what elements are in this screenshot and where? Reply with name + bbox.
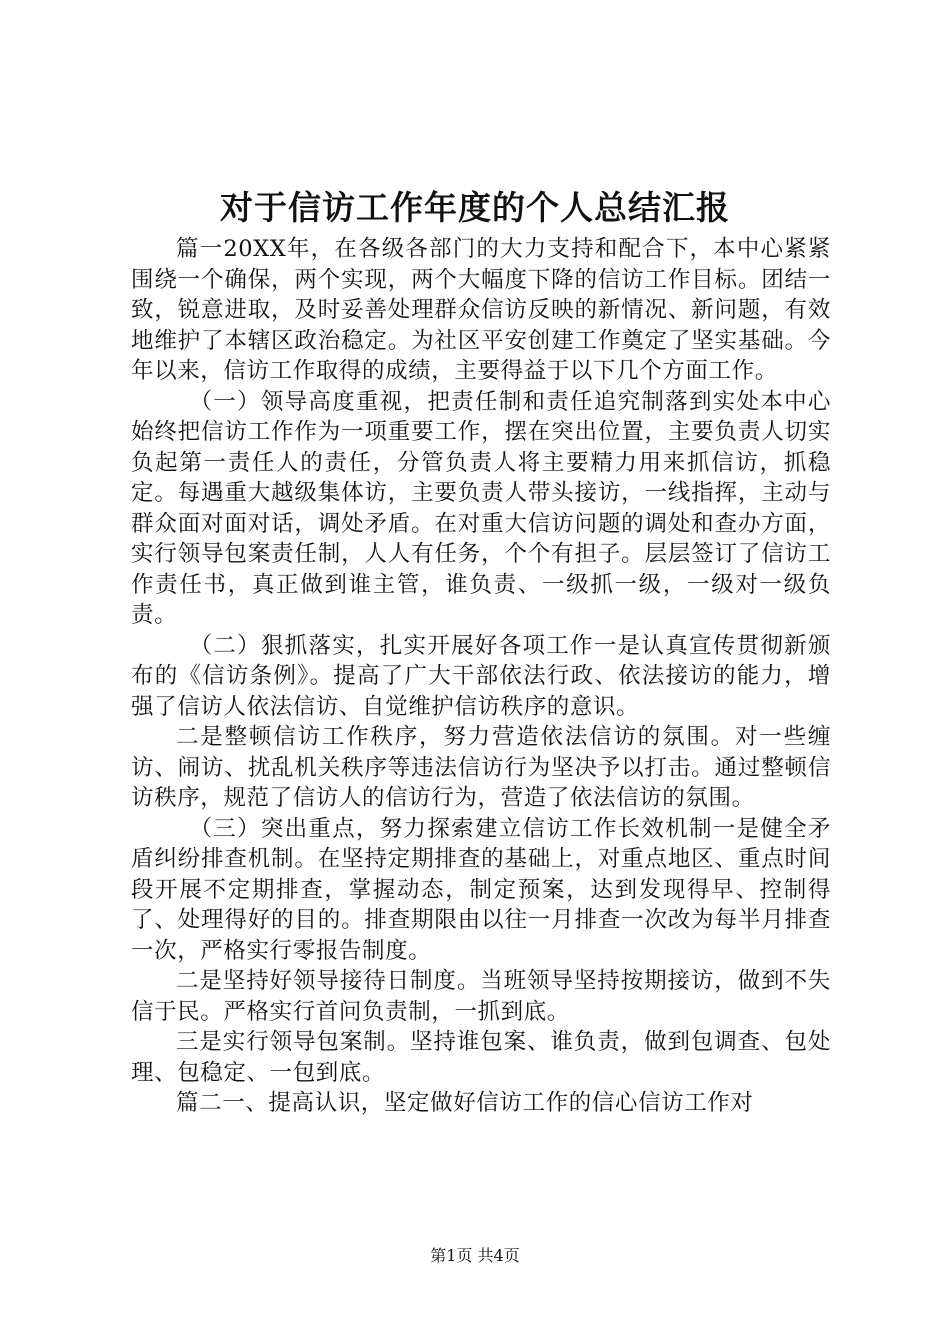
document-body [131, 234, 831, 1119]
paragraph-1: 篇一20XX年，在各级各部门的大力支持和配合下，本中心紧紧围绕一个确保，两个实现，两个大幅度下降的信访工作目标。团结一致，锐意进取，及时妥善处理群众信访反映的新情况、新问题，有效地维护了本辖区政治稳定。为社区平安创建工作奠定了坚实基础。今年以来，信访工作取得的成绩，主要得益于以下几个方面工作。 [131, 236, 831, 384]
paragraph-4: 二是整顿信访工作秩序，努力营造依法信访的氛围。对一些缠访、闹访、扰乱机关秩序等违法信访行为坚决予以打击。通过整顿信访秩序，规范了信访人的信访行为，营造了依法信访的氛围。 [131, 724, 831, 811]
paragraph-2: （一）领导高度重视，把责任制和责任追究制落到实处本中心始终把信访工作作为一项重要工作，摆在突出位置，主要负责人切实负起第一责任人的责任，分管负责人将主要精力用来抓信访，抓稳定。每遇重大越级集体访，主要负责人带头接访，一线指挥，主动与群众面对面对话，调处矛盾。在对重大信访问题的调处和查办方面，实行领导包案责任制，人人有任务，个个有担子。层层签订了信访工作责任书，真正做到谁主管，谁负责、一级抓一级，一级对一级负责。 [131, 388, 831, 628]
paragraph-5: （三）突出重点，努力探索建立信访工作长效机制一是健全矛盾纠纷排查机制。在坚持定期排查的基础上，对重点地区、重点时间段开展不定期排查，掌握动态，制定预案，达到发现得早、控制得了、处理得好的目的。排查期限由以往一月排查一次改为每半月排查一次，严格实行零报告制度。 [131, 815, 831, 964]
paragraph-3: （二）狠抓落实，扎实开展好各项工作一是认真宣传贯彻新颁布的《信访条例》。提高了广大干部依法行政、依法接访的能力，增强了信访人依法信访、自觉维护信访秩序的意识。 [131, 632, 831, 720]
paragraph-6: 二是坚持好领导接待日制度。当班领导坚持按期接访，做到不失信于民。严格实行首问负责制，一抓到底。 [131, 968, 831, 1025]
document-title: 对于信访工作年度的个人总结汇报 [220, 188, 730, 227]
paragraph-8: 篇二一、提高认识，坚定做好信访工作的信心信访工作对 [176, 1090, 754, 1116]
paragraph-7: 三是实行领导包案制。坚持谁包案、谁负责，做到包调查、包处理、包稳定、一包到底。 [131, 1029, 831, 1086]
page-footer: 第1页 共4页 [430, 1246, 520, 1265]
